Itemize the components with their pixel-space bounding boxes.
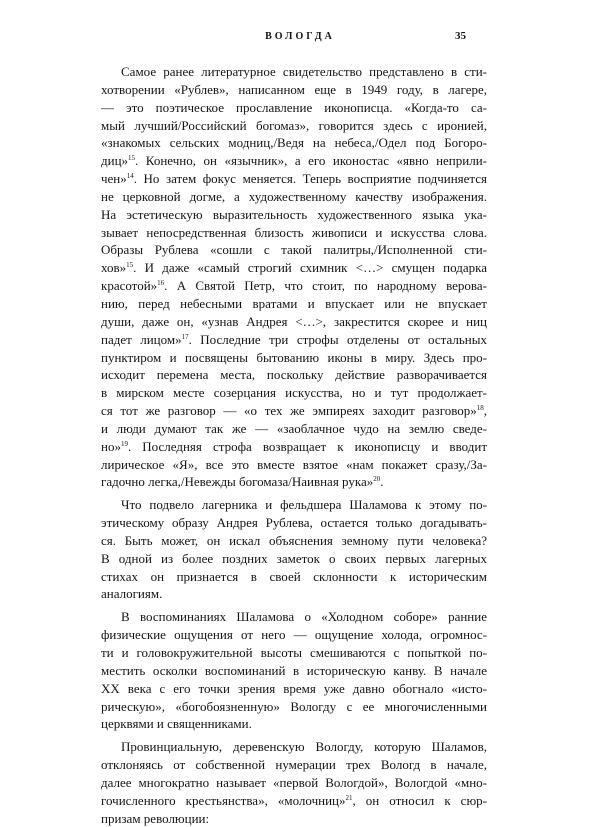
line-text: «знакомых сельских модниц,/Ведя на небеса,/Одел под Богоро-	[101, 135, 487, 151]
text-line	[101, 456, 487, 474]
text-line	[101, 241, 487, 259]
text-line	[101, 774, 487, 792]
text-line	[101, 259, 487, 277]
line-text: Что подвело лагерника и фельдшера Шаламова к этому по-	[121, 497, 487, 513]
running-head-title: ВОЛОГДА	[265, 31, 335, 42]
line-text: — это поэтическое прославление иконописца. «Когда-то са-	[101, 99, 487, 115]
text-line	[101, 756, 487, 774]
line-text: красотой»	[101, 278, 158, 294]
line-text: В одной из более поздних заметок о своих первых лагерных	[101, 550, 487, 566]
text-line	[101, 585, 487, 603]
footnote-ref[interactable]: 18	[476, 404, 484, 413]
line-text-continued: . И даже «самый строгий схимник <…> смущен подарка	[133, 260, 487, 276]
text-line	[101, 715, 487, 733]
line-text: хов»	[101, 260, 127, 276]
text-line	[101, 81, 487, 99]
line-text: исходит перемена места, поскольку действие разворачивается	[101, 367, 487, 383]
text-line	[101, 420, 487, 438]
text-line	[101, 792, 487, 810]
line-text-continued: , он относил к сюр-	[352, 792, 487, 808]
line-text: нию, перед небесными вратами и впускает или не впускает	[101, 295, 487, 311]
line-text: и люди думают так же — «заоблачное чудо на землю сведе-	[101, 420, 487, 436]
text-line	[101, 366, 487, 384]
line-text: лирическое «Я», все это вместе взятое «нам покажет сразу,/За-	[101, 456, 487, 472]
footnote-ref[interactable]: 19	[120, 439, 128, 448]
text-line	[101, 313, 487, 331]
footnote-ref[interactable]: 15	[128, 154, 136, 163]
text-line	[101, 473, 487, 491]
line-text: мый лучший/Российский богомаз», говорится здесь с иронией,	[101, 117, 487, 133]
text-line	[101, 438, 487, 456]
line-text: В воспоминаниях Шаламова о «Холодном соборе» ранние	[121, 609, 487, 625]
text-line	[101, 117, 487, 135]
text-line	[101, 188, 487, 206]
text-line	[101, 384, 487, 402]
line-text: в мирском месте созерцания искусства, но и тут продолжает-	[101, 385, 487, 401]
line-text: души, даже он, «узнав Андрея <…>, закрестится скорее и ниц	[101, 313, 487, 329]
line-text: гочисленного крестьянства», «молочниц»	[101, 792, 346, 808]
line-text-continued: . Последняя строфа возвращает к иконописцу и вводит	[127, 438, 487, 454]
text-line	[101, 349, 487, 367]
line-text: отклоняясь от собственной нумерации трех Вологд в начале,	[101, 757, 487, 773]
text-line	[101, 810, 487, 827]
line-text: гадочно легка,/Невежды богомаза/Наивная рука»	[101, 474, 374, 490]
text-line	[101, 680, 487, 698]
line-text: ся тот же разговор — «о тех же эмпиреях заходит разговор»	[101, 403, 477, 419]
line-text: стихах он признается в своей склонности к историческим	[101, 568, 487, 584]
text-line	[101, 738, 487, 756]
text-line	[101, 532, 487, 550]
line-text: падет лицом»	[101, 331, 182, 347]
text-line	[101, 206, 487, 224]
text-line	[101, 402, 487, 420]
text-line	[101, 514, 487, 532]
text-line	[101, 63, 487, 81]
line-text: призам революции:	[101, 810, 210, 826]
line-text: ся. Быть может, он искал объяснения земному пути человека?	[101, 532, 487, 548]
text-line	[101, 224, 487, 242]
line-text: XX века с его точки зрения время уже давно обогнало «исто-	[101, 680, 487, 696]
text-line	[101, 331, 487, 349]
text-line	[101, 626, 487, 644]
text-line	[101, 698, 487, 716]
line-text: аналогиям.	[101, 586, 163, 602]
line-text-continued: . Конечно, он «язычник», а его иконостас «явно неприли-	[135, 153, 487, 169]
footnote-ref[interactable]: 15	[126, 261, 134, 270]
line-text: чен»	[101, 171, 127, 187]
line-text-continued: . Но затем фокус меняется. Теперь восприятие подчиняется	[133, 171, 487, 187]
text-line	[101, 644, 487, 662]
line-text-continued: ,	[483, 403, 487, 419]
text-line	[101, 662, 487, 680]
line-text: этическому образу Андрея Рублева, остается только догадывать-	[101, 515, 487, 531]
line-text-continued: . Последние три строфы отделены от остальных	[188, 331, 487, 347]
text-line	[101, 152, 487, 170]
line-text: физические ощущения от него — ощущение холода, огромнос-	[101, 627, 487, 643]
line-text: Самое ранее литературное свидетельство представлено в сти-	[121, 64, 487, 79]
line-text: Провинциальную, деревенскую Вологду, которую Шаламов,	[121, 739, 487, 755]
text-line	[101, 277, 487, 295]
line-text: церквями и священниками.	[101, 716, 252, 732]
footnote-ref[interactable]: 21	[345, 793, 353, 802]
line-text: диц»	[101, 153, 129, 169]
line-text: зывает непосредственная близость живописи и искусства слова.	[101, 224, 487, 240]
line-text: Образы Рублева «сошли с такой палитры,/Исполненной сти-	[101, 242, 487, 258]
footnote-ref[interactable]: 16	[157, 279, 165, 288]
text-line	[101, 550, 487, 568]
text-line	[101, 568, 487, 586]
body-text	[101, 63, 487, 827]
footnote-ref[interactable]: 14	[126, 172, 134, 181]
text-line	[101, 170, 487, 188]
line-text: не церковной догме, а художественному качеству изображения.	[101, 188, 487, 204]
line-text: ти и головокружительной высоты смешиваются с попыткой по-	[101, 645, 487, 660]
footnote-ref[interactable]: 17	[181, 332, 189, 341]
line-text: хотворении «Рублев», написанном еще в 1949 году, в лагере,	[101, 81, 487, 97]
text-line	[101, 496, 487, 514]
line-text: На эстетическую выразительность художественного языка ука-	[101, 206, 487, 222]
line-text: далее многократно называет «первой Вологдой», Вологдой «мно-	[101, 774, 487, 790]
line-text-continued: . А Святой Петр, что стоит, по народному верова-	[164, 278, 487, 294]
line-text: но»	[101, 438, 121, 454]
footnote-ref[interactable]: 20	[373, 475, 381, 484]
page-number: 35	[455, 30, 466, 42]
line-text: пунктиром и посвящены бытованию иконы в миру. Здесь про-	[101, 349, 487, 365]
line-text-continued: .	[380, 474, 384, 490]
line-text: местить осколки воспоминаний в историческую канву. В начале	[101, 662, 487, 678]
text-line	[101, 134, 487, 152]
line-text: рическую», «богобоязненную» Вологду с ее многочисленными	[101, 698, 487, 714]
text-line	[101, 608, 487, 626]
text-line	[101, 99, 487, 117]
text-line	[101, 295, 487, 313]
